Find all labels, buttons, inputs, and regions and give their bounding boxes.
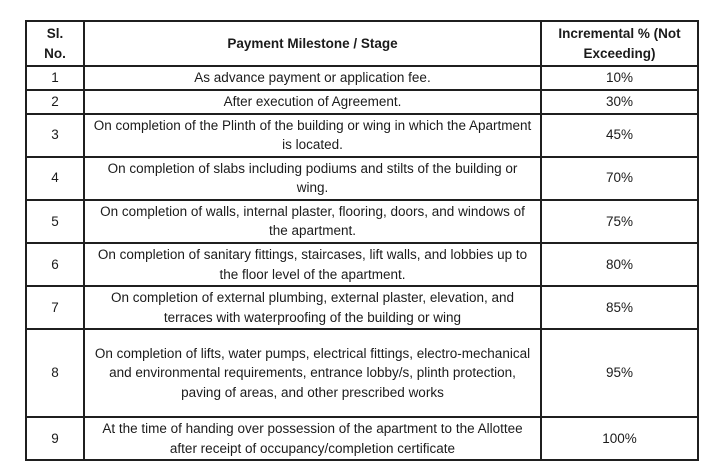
table-row xyxy=(26,66,698,90)
percentage-cell: 85% xyxy=(541,286,698,329)
header-sl-no: Sl. No. xyxy=(26,21,84,66)
percentage-cell: 10% xyxy=(541,66,698,90)
payment-milestone-table xyxy=(25,20,699,461)
table-header xyxy=(26,21,698,66)
row-number-cell: 1 xyxy=(26,66,84,90)
row-number-cell: 6 xyxy=(26,243,84,286)
table-row xyxy=(26,200,698,243)
table-row xyxy=(26,90,698,114)
percentage-cell: 80% xyxy=(541,243,698,286)
milestone-cell: At the time of handing over possession of the apartment to the Allottee after receipt of occupancy/completion certificate xyxy=(84,417,541,460)
row-number-cell: 4 xyxy=(26,157,84,200)
table-row xyxy=(26,329,698,417)
header-row xyxy=(26,21,698,66)
percentage-cell: 45% xyxy=(541,114,698,157)
percentage-cell: 100% xyxy=(541,417,698,460)
table-row xyxy=(26,114,698,157)
milestone-cell: On completion of external plumbing, external plaster, elevation, and terraces with waterproofing of the building or wing xyxy=(84,286,541,329)
percentage-cell: 75% xyxy=(541,200,698,243)
milestone-cell: On completion of the Plinth of the building or wing in which the Apartment is located. xyxy=(84,114,541,157)
row-number-cell: 2 xyxy=(26,90,84,114)
percentage-cell: 95% xyxy=(541,329,698,417)
header-incremental-pct: Incremental % (Not Exceeding) xyxy=(541,21,698,66)
percentage-cell: 70% xyxy=(541,157,698,200)
table-row xyxy=(26,286,698,329)
row-number-cell: 3 xyxy=(26,114,84,157)
header-milestone: Payment Milestone / Stage xyxy=(84,21,541,66)
milestone-cell: On completion of sanitary fittings, staircases, lift walls, and lobbies up to the floor level of the apartment. xyxy=(84,243,541,286)
payment-schedule-container xyxy=(25,20,699,461)
row-number-cell: 9 xyxy=(26,417,84,460)
table-row xyxy=(26,157,698,200)
table-row xyxy=(26,417,698,460)
row-number-cell: 7 xyxy=(26,286,84,329)
milestone-cell: After execution of Agreement. xyxy=(84,90,541,114)
milestone-cell: As advance payment or application fee. xyxy=(84,66,541,90)
row-number-cell: 8 xyxy=(26,329,84,417)
milestone-cell: On completion of walls, internal plaster, flooring, doors, and windows of the apartment. xyxy=(84,200,541,243)
milestone-cell: On completion of lifts, water pumps, electrical fittings, electro-mechanical and environmental requirements, entrance lobby/s, plinth protection, paving of areas, and other prescribed works xyxy=(84,329,541,417)
percentage-cell: 30% xyxy=(541,90,698,114)
table-body xyxy=(26,66,698,460)
milestone-cell: On completion of slabs including podiums and stilts of the building or wing. xyxy=(84,157,541,200)
table-row xyxy=(26,243,698,286)
row-number-cell: 5 xyxy=(26,200,84,243)
